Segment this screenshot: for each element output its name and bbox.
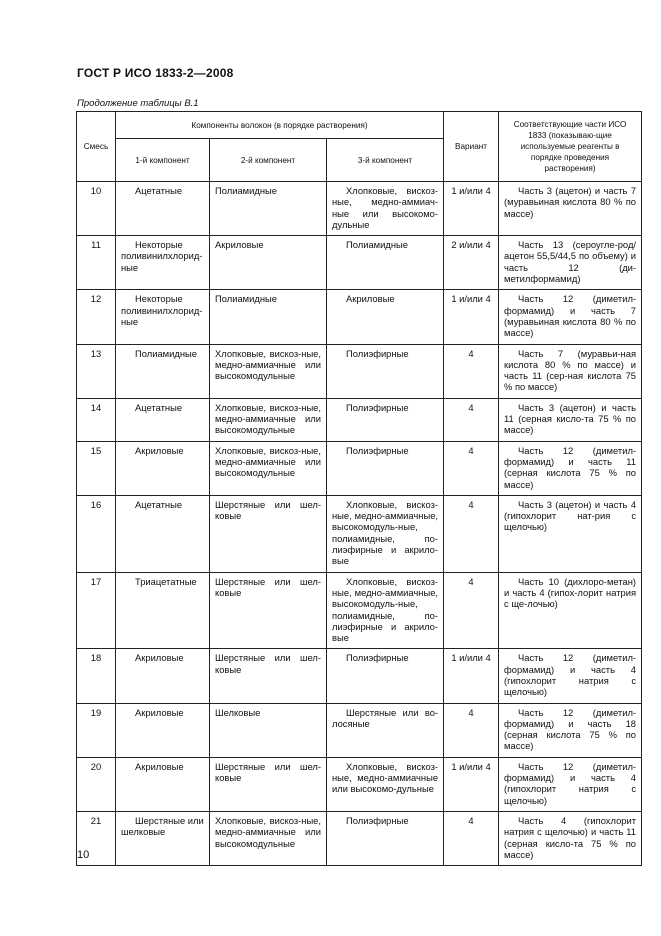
cell-component-2-text: Шелковые [215,706,261,718]
table-body [77,182,642,866]
cell-variant [444,182,499,236]
cell-mix [77,236,116,290]
cell-component-3-text: Хлопковые, вискоз-ные, медно-аммиач-ные или высокомо-дульные [332,185,439,230]
cell-component-2-text: Акриловые [215,239,264,251]
table-row [77,572,642,649]
cell-variant-text: 1 и/или 4 [451,760,491,772]
cell-component-1-text: Ацетатные [135,185,183,196]
cell-component-3-text: Хлопковые, вискоз-ные, медно-аммиачные или высокомо-дульные [332,760,439,795]
cell-component-1 [116,572,210,649]
cell-variant-text: 4 [468,444,474,456]
cell-component-2 [210,441,327,495]
table-row [77,290,642,344]
cell-parts-text: Часть 7 (муравьи-ная кислота 80 % по массе) и часть 11 (сер-ная кислота 75 % по массе) [504,347,637,393]
cell-variant-text: 4 [468,575,474,587]
cell-component-1-text: Полиамидные [135,347,197,359]
cell-component-2-text: Шерстяные или шел-ковые [215,652,321,675]
table-row [77,703,642,757]
cell-component-3-text: Акриловые [346,293,395,305]
cell-component-1 [116,495,210,572]
cell-component-3-text: Полиэфирные [346,814,409,826]
cell-component-1 [116,811,210,865]
cell-component-2-text: Хлопковые, вискоз-ные, медно-аммиачные или высокомодульные [215,814,321,849]
cell-variant-text: 4 [468,347,474,359]
cell-component-1 [116,236,210,290]
cell-component-3 [327,649,444,703]
cell-mix-text: 15 [90,444,102,456]
cell-mix-text: 19 [90,706,102,718]
cell-variant [444,398,499,441]
cell-component-1 [116,182,210,236]
cell-mix [77,398,116,441]
cell-parts-text: Часть 12 (диметил-формамид) и часть 4 (гипохлорит натрия с щелочью) [504,652,637,698]
cell-component-1 [116,703,210,757]
cell-parts [499,344,642,398]
cell-parts [499,757,642,811]
cell-component-3 [327,398,444,441]
cell-component-2 [210,182,327,236]
cell-parts-text: Часть 3 (ацетон) и часть 7 (муравьиная кислота 80 % по массе) [504,185,637,219]
cell-component-3 [327,757,444,811]
cell-parts-text: Часть 3 (ацетон) и часть 11 (серная кисло-та 75 % по массе) [504,401,637,436]
cell-variant [444,649,499,703]
cell-mix [77,344,116,398]
cell-parts [499,398,642,441]
cell-component-3-text: Полиэфирные [346,401,409,413]
page-number: 10 [77,849,90,861]
cell-parts-text: Часть 13 (сероугле-род/ацетон 55,5/44,5 по объему) и часть 12 (ди-метилформамид) [504,239,637,285]
cell-component-2 [210,703,327,757]
cell-mix-text: 21 [90,814,102,826]
cell-component-3 [327,811,444,865]
table-row [77,495,642,572]
header-mix: Смесь [77,112,116,182]
cell-mix [77,441,116,495]
cell-component-3 [327,182,444,236]
cell-variant-text: 4 [468,401,474,413]
cell-mix [77,703,116,757]
cell-component-2 [210,398,327,441]
cell-component-3-text: Хлопковые, вискоз-ные, медно-аммиачные, высокомодуль-ные, полиамидные, по-лиэфирные и акрило-вые [332,498,439,567]
cell-mix-text: 13 [90,347,102,359]
cell-parts [499,441,642,495]
cell-component-2-text: Шерстяные или шел-ковые [215,575,321,598]
cell-component-2-text: Хлопковые, вискоз-ные, медно-аммиачные или высокомодульные [215,401,321,436]
cell-component-1 [116,441,210,495]
cell-component-3 [327,290,444,344]
table-row [77,757,642,811]
cell-component-2-text: Полиамидные [215,293,277,305]
cell-mix-text: 11 [91,239,101,251]
cell-mix-text: 14 [90,401,102,413]
cell-component-1 [116,757,210,811]
cell-component-2 [210,649,327,703]
table-row [77,344,642,398]
document-header: ГОСТ Р ИСО 1833-2—2008 [77,66,234,80]
cell-variant [444,757,499,811]
cell-component-1 [116,290,210,344]
cell-variant [444,441,499,495]
cell-parts [499,572,642,649]
cell-component-3-text: Полиэфирные [346,444,409,456]
cell-component-2 [210,811,327,865]
cell-component-1-text: Некоторые поливинилхлорид-ные [121,239,203,273]
cell-component-2 [210,344,327,398]
cell-component-1 [116,649,210,703]
cell-mix [77,572,116,649]
cell-component-3-text: Хлопковые, вискоз-ные, медно-аммиачные, высокомодуль-ные, полиамидные, по-лиэфирные и акрило-вые [332,575,439,644]
cell-variant-text: 4 [468,706,474,718]
cell-component-2 [210,757,327,811]
cell-component-3-text: Шерстяные или во-лосяные [332,706,439,729]
cell-mix-text: 16 [90,498,102,510]
cell-component-2 [210,495,327,572]
table-row [77,811,642,865]
cell-variant [444,290,499,344]
cell-component-1-text: Акриловые [135,760,184,772]
table-row [77,398,642,441]
cell-parts [499,649,642,703]
cell-component-3 [327,572,444,649]
cell-parts-text: Часть 4 (гипохлорит натрия с щелочью) и часть 11 (серная кисло-та 75 % по массе) [504,814,637,860]
cell-component-1-text: Акриловые [135,444,184,456]
table-caption: Продолжение таблицы В.1 [77,98,199,109]
cell-variant-text: 2 и/или 4 [451,239,491,251]
cell-component-2-text: Полиамидные [215,185,277,196]
table-row [77,649,642,703]
cell-mix-text: 12 [90,293,102,305]
cell-mix [77,290,116,344]
cell-variant [444,811,499,865]
cell-parts [499,703,642,757]
cell-component-3 [327,344,444,398]
cell-parts-text: Часть 12 (диметил-формамид) и часть 4 (гипохлорит натрия с щелочью) [504,760,637,806]
table-row [77,182,642,236]
cell-mix [77,495,116,572]
cell-variant [444,703,499,757]
header-component-1: 1-й компонент [116,139,210,182]
cell-variant-text: 4 [468,498,474,510]
table-row [77,441,642,495]
cell-component-1 [116,398,210,441]
cell-component-1-text: Ацетатные [135,498,183,510]
cell-parts [499,236,642,290]
cell-component-1 [116,344,210,398]
cell-mix-text: 20 [90,760,102,772]
cell-parts [499,811,642,865]
cell-component-3 [327,441,444,495]
cell-component-1-text: Ацетатные [135,401,183,413]
cell-parts-text: Часть 3 (ацетон) и часть 4 (гипохлорит нат-рия с щелочью) [504,498,637,533]
cell-variant [444,572,499,649]
cell-mix [77,757,116,811]
header-variant: Вариант [444,112,499,182]
cell-parts [499,182,642,236]
cell-component-2-text: Хлопковые, вискоз-ные, медно-аммиачные или высокомодульные [215,444,321,479]
cell-component-2 [210,290,327,344]
cell-variant-text: 1 и/или 4 [451,652,491,664]
cell-component-3-text: Полиэфирные [346,347,409,359]
cell-parts [499,495,642,572]
header-parts: Соответствующие части ИСО 1833 (показываю-щие используемые реагенты в порядке проведения растворения) [499,112,642,182]
cell-component-1-text: Триацетатные [135,575,197,587]
header-components-group: Компоненты волокон (в порядке растворения) [116,112,444,139]
cell-parts-text: Часть 12 (диметил-формамид) и часть 7 (муравьиная кислота 80 % по массе) [504,293,637,339]
cell-component-1-text: Акриловые [135,652,184,664]
cell-component-1-text: Шерстяные или шелковые [121,814,204,838]
cell-component-2-text: Шерстяные или шел-ковые [215,498,321,522]
cell-parts-text: Часть 10 (дихлоро-метан) и часть 4 (гипох-лорит натрия с ще-лочью) [504,575,637,610]
cell-component-3-text: Полиэфирные [346,652,409,664]
cell-variant [444,495,499,572]
cell-parts [499,290,642,344]
cell-component-3 [327,703,444,757]
cell-parts-text: Часть 12 (диметил-формамид) и часть 18 (серная кислота 75 % по массе) [504,706,637,752]
header-component-2: 2-й компонент [210,139,327,182]
cell-mix-text: 18 [90,652,102,664]
cell-parts-text: Часть 12 (диметил-формамид) и часть 11 (серная кислота 75 % по массе) [504,444,637,490]
cell-mix-text: 10 [90,185,102,196]
table-row [77,236,642,290]
cell-variant-text: 4 [468,814,474,826]
cell-variant-text: 1 и/или 4 [451,293,491,305]
cell-component-1-text: Некоторые поливинилхлорид-ные [121,293,203,327]
cell-component-3-text: Полиамидные [346,239,408,251]
cell-component-3 [327,495,444,572]
cell-component-2-text: Хлопковые, вискоз-ные, медно-аммиачные или высокомодульные [215,347,321,382]
cell-mix [77,182,116,236]
cell-component-1-text: Акриловые [135,706,184,718]
cell-variant [444,236,499,290]
cell-component-2 [210,572,327,649]
cell-mix [77,649,116,703]
cell-variant-text: 1 и/или 4 [451,185,491,196]
header-component-3: 3-й компонент [327,139,444,182]
cell-component-3 [327,236,444,290]
cell-mix-text: 17 [90,575,102,587]
fiber-components-table [76,111,642,866]
cell-component-2-text: Шерстяные или шел-ковые [215,760,321,784]
cell-component-2 [210,236,327,290]
cell-variant [444,344,499,398]
